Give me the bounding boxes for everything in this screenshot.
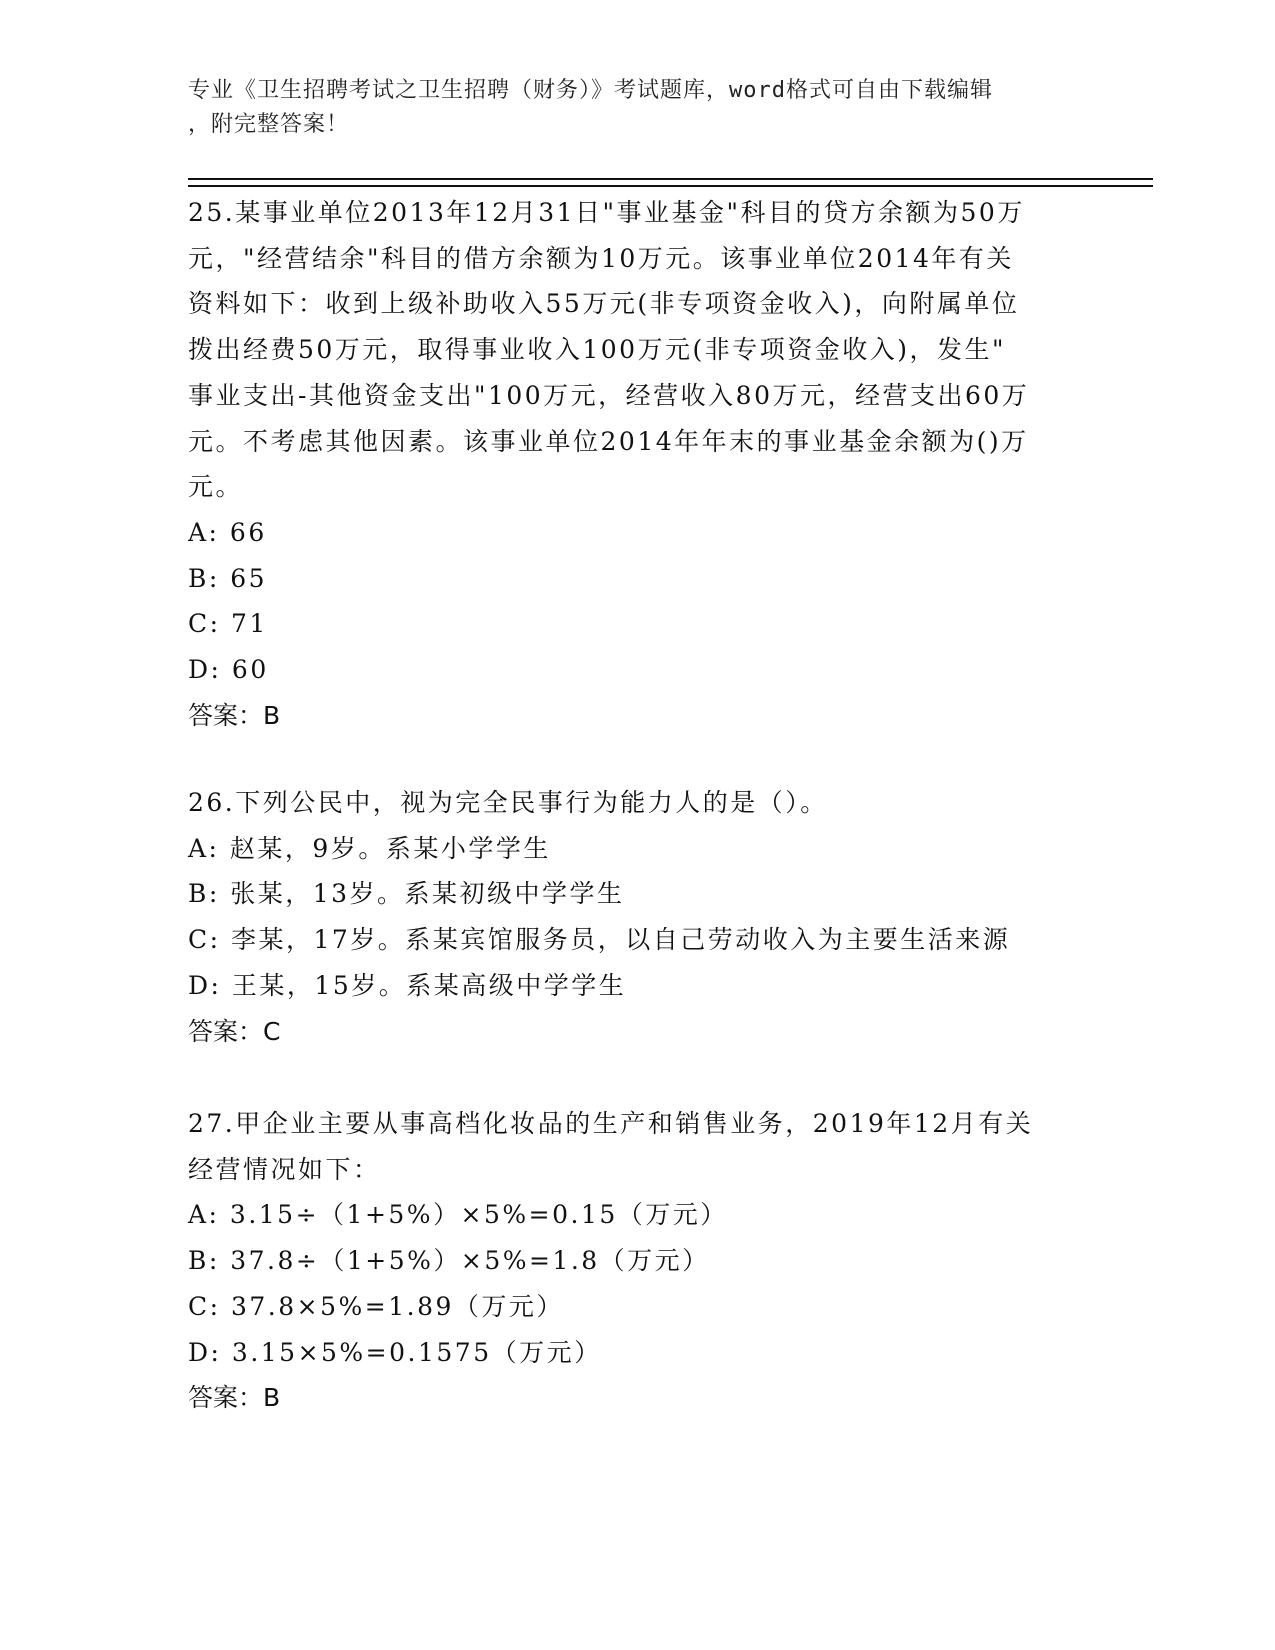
answer: 答案：B <box>188 700 281 730</box>
header-divider-bottom <box>188 185 1153 187</box>
option-c: C: 李某，17岁。系某宾馆服务员，以自己劳动收入为主要生活来源 <box>188 925 1011 955</box>
option-c: C: 37.8×5%=1.89（万元） <box>188 1291 564 1321</box>
answer: 答案：C <box>188 1016 281 1046</box>
option-b: B: 37.8÷（1+5%）×5%=1.8（万元） <box>188 1246 710 1276</box>
option-d: D: 3.15×5%=0.1575（万元） <box>188 1337 602 1367</box>
question-26 <box>188 780 1088 1054</box>
question-text-line: 26.下列公民中，视为完全民事行为能力人的是（）。 <box>188 788 828 817</box>
option-d: D: 王某，15岁。系某高级中学学生 <box>188 970 627 1000</box>
question-27 <box>188 1101 1088 1421</box>
option-a: A: 3.15÷（1+5%）×5%=0.15（万元） <box>188 1200 728 1230</box>
option-a: A: 66 <box>188 517 267 547</box>
header-divider-top <box>188 178 1153 180</box>
option-d: D: 60 <box>188 655 269 685</box>
question-text-line: 27.甲企业主要从事高档化妆品的生产和销售业务，2019年12月有关 <box>188 1109 1034 1138</box>
document-header <box>188 74 1068 142</box>
option-a: A: 赵某，9岁。系某小学学生 <box>188 833 551 863</box>
header-line: ，附完整答案！ <box>188 112 350 137</box>
question-text-line: 元，"经营结余"科目的借方余额为10万元。该事业单位2014年有关 <box>188 243 1014 273</box>
question-text-line: 元。 <box>188 472 244 502</box>
option-b: B: 65 <box>188 563 268 593</box>
answer: 答案：B <box>188 1383 281 1413</box>
question-25 <box>188 190 1088 738</box>
question-text-line: 拨出经费50万元，取得事业收入100万元(非专项资金收入)，发生" <box>188 335 1007 365</box>
question-text-line: 元。不考虑其他因素。该事业单位2014年年末的事业基金余额为()万 <box>188 426 1029 456</box>
question-text-line: 25.某事业单位2013年12月31日"事业基金"科目的贷方余额为50万 <box>188 198 1025 227</box>
header-line: 专业《卫生招聘考试之卫生招聘（财务）》考试题库，word格式可自由下载编辑 <box>188 78 993 103</box>
option-b: B: 张某，13岁。系某初级中学学生 <box>188 879 625 909</box>
question-text-line: 经营情况如下： <box>188 1154 381 1184</box>
option-c: C: 71 <box>188 609 268 639</box>
question-text-line: 资料如下：收到上级补助收入55万元(非专项资金收入)，向附属单位 <box>188 289 1020 319</box>
question-text-line: 事业支出-其他资金支出"100万元，经营收入80万元，经营支出60万 <box>188 380 1030 410</box>
